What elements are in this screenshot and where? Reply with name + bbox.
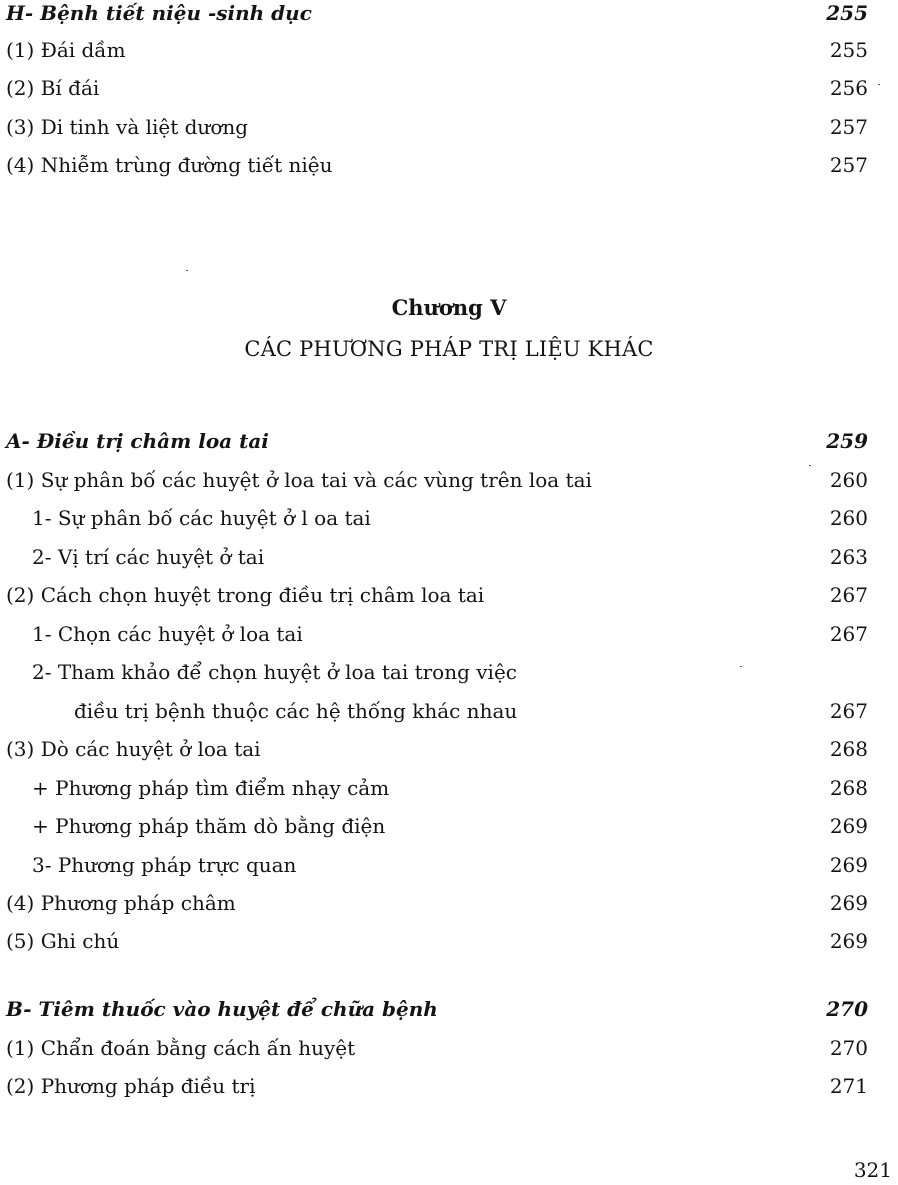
- toc-entry: [0, 148, 898, 182]
- toc-entry-page: 259: [826, 429, 868, 453]
- toc-entry-text: (3) Dò các huyệt ở loa tai: [6, 737, 261, 761]
- toc-entry-text: + Phương pháp thăm dò bằng điện: [32, 814, 386, 838]
- toc-entry: [0, 809, 898, 843]
- toc-entry-page: 255: [826, 1, 868, 25]
- scan-speck: [878, 84, 880, 85]
- toc-entry: [0, 771, 898, 805]
- toc-entry: [0, 848, 898, 882]
- toc-entry-page: 270: [826, 997, 868, 1021]
- toc-entry: [0, 617, 898, 651]
- toc-entry-text: (3) Di tinh và liệt dương: [6, 115, 249, 139]
- scan-speck: [809, 465, 811, 466]
- toc-entry-page: 269: [829, 929, 868, 953]
- toc-entry-text: H- Bệnh tiết niệu -sinh dục: [6, 1, 312, 25]
- toc-entry: [0, 33, 898, 67]
- toc-entry-text: 2- Vị trí các huyệt ở tai: [32, 545, 265, 569]
- scan-speck: [740, 666, 742, 667]
- toc-entry: [0, 1069, 898, 1103]
- toc-entry: [0, 924, 898, 958]
- toc-entry-text: 1- Sự phân bố các huyệt ở l oa tai: [32, 506, 371, 530]
- toc-entry-text: 2- Tham khảo để chọn huyệt ở loa tai trong việc: [32, 660, 517, 684]
- toc-entry-text: A- Điều trị châm loa tai: [6, 429, 269, 453]
- toc-entry-page: 263: [829, 545, 868, 569]
- toc-entry-text: B- Tiêm thuốc vào huyệt để chữa bệnh: [6, 997, 438, 1021]
- toc-entry-page: 257: [829, 153, 868, 177]
- toc-entry-page: 268: [829, 737, 868, 761]
- toc-entry-text: điều trị bệnh thuộc các hệ thống khác nhau: [74, 699, 518, 723]
- toc-heading-h: [0, 0, 898, 30]
- toc-entry-page: 255: [829, 38, 868, 62]
- toc-entry-text: + Phương pháp tìm điểm nhạy cảm: [32, 776, 390, 800]
- toc-entry-page: 257: [829, 115, 868, 139]
- toc-entry: [0, 110, 898, 144]
- toc-entry-page: 260: [829, 506, 868, 530]
- scan-speck: [186, 270, 188, 271]
- toc-entry-text: 1- Chọn các huyệt ở loa tai: [32, 622, 303, 646]
- toc-heading-a: [0, 424, 898, 458]
- toc-entry: [0, 501, 898, 535]
- toc-entry: [0, 463, 898, 497]
- toc-entry: [0, 578, 898, 612]
- toc-entry-page: 269: [829, 814, 868, 838]
- toc-entry-text: (4) Phương pháp châm: [6, 891, 236, 915]
- toc-entry-text: (4) Nhiễm trùng đường tiết niệu: [6, 153, 333, 177]
- toc-entry-text: 3- Phương pháp trực quan: [32, 853, 297, 877]
- toc-entry-text: (1) Sự phân bố các huyệt ở loa tai và các vùng trên loa tai: [6, 468, 592, 492]
- toc-entry-text: (1) Chẩn đoán bằng cách ấn huyệt: [6, 1036, 356, 1060]
- toc-entry-page: 270: [829, 1036, 868, 1060]
- toc-entry-page: 269: [829, 853, 868, 877]
- toc-entry-page: 260: [829, 468, 868, 492]
- toc-entry-page: 256: [829, 76, 868, 100]
- toc-entry-page: 267: [829, 583, 868, 607]
- toc-entry-page: 269: [829, 891, 868, 915]
- toc-entry: [0, 732, 898, 766]
- toc-entry-page: 268: [829, 776, 868, 800]
- toc-entry-text: (2) Phương pháp điều trị: [6, 1074, 256, 1098]
- toc-entry: [0, 694, 898, 728]
- toc-entry: [0, 655, 898, 689]
- toc-entry: [0, 1031, 898, 1065]
- toc-entry-text: (1) Đái dầm: [6, 38, 126, 62]
- page-number: 321: [853, 1158, 892, 1182]
- toc-entry-text: (5) Ghi chú: [6, 929, 120, 953]
- toc-entry: [0, 886, 898, 920]
- toc-entry-page: 267: [829, 622, 868, 646]
- toc-entry-page: 267: [829, 699, 868, 723]
- toc-entry: [0, 540, 898, 574]
- toc-entry: [0, 71, 898, 105]
- toc-entry-text: (2) Bí đái: [6, 76, 100, 100]
- toc-entry-text: (2) Cách chọn huyệt trong điều trị châm loa tai: [6, 583, 485, 607]
- chapter-subtitle: CÁC PHƯƠNG PHÁP TRỊ LIỆU KHÁC: [244, 337, 654, 361]
- toc-entry-page: 271: [829, 1074, 868, 1098]
- chapter-title: Chương V: [391, 295, 507, 320]
- toc-heading-b: [0, 992, 898, 1026]
